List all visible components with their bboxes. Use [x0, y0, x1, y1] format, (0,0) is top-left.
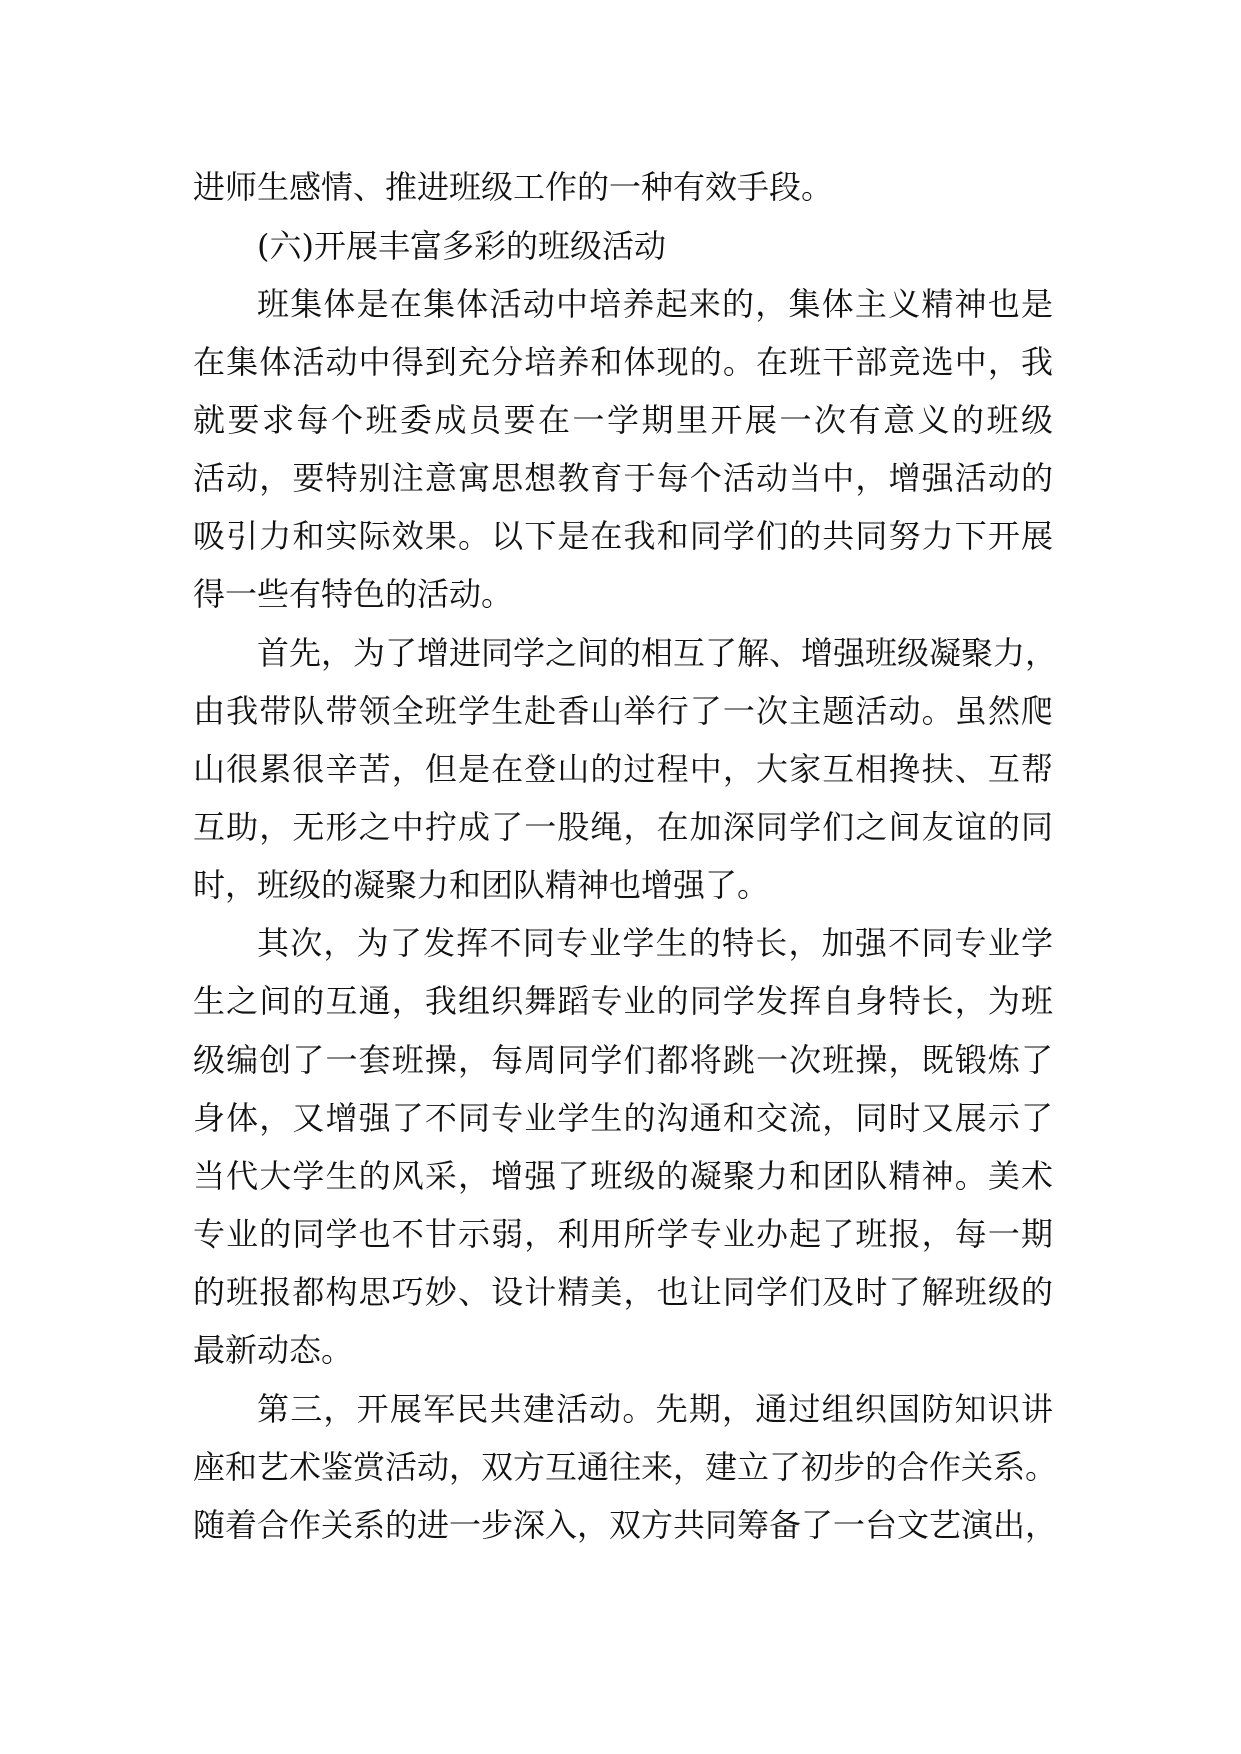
body-text-line: 最新动态。: [193, 1331, 354, 1369]
body-text-line: 班集体是在集体活动中培养起来的，集体主义精神也是: [257, 285, 1053, 323]
body-text-line: 专业的同学也不甘示弱，利用所学专业办起了班报，每一期: [193, 1215, 1053, 1253]
body-text-line: 进师生感情、推进班级工作的一种有效手段。: [193, 168, 834, 206]
body-text-line: 第三，开展军民共建活动。先期，通过组织国防知识讲: [257, 1390, 1053, 1428]
body-text-line: 就要求每个班委成员要在一学期里开展一次有意义的班级: [193, 401, 1053, 439]
body-text-line: 的班报都构思巧妙、设计精美，也让同学们及时了解班级的: [193, 1273, 1053, 1311]
body-text-line: 互助，无形之中拧成了一股绳，在加深同学们之间友谊的同: [193, 808, 1053, 846]
body-text-line: 活动，要特别注意寓思想教育于每个活动当中，增强活动的: [193, 459, 1053, 497]
body-text-line: 吸引力和实际效果。以下是在我和同学们的共同努力下开展: [193, 517, 1053, 555]
body-text-line: 生之间的互通，我组织舞蹈专业的同学发挥自身特长，为班: [193, 982, 1053, 1020]
body-text-line: 当代大学生的风采，增强了班级的凝聚力和团队精神。美术: [193, 1157, 1053, 1195]
body-text-line: 在集体活动中得到充分培养和体现的。在班干部竞选中，我: [193, 343, 1053, 381]
section-heading: (六)开展丰富多彩的班级活动: [257, 227, 666, 265]
body-text-line: 座和艺术鉴赏活动，双方互通往来，建立了初步的合作关系。: [193, 1448, 1058, 1486]
body-text-line: 随着合作关系的进一步深入，双方共同筹备了一台文艺演出，: [193, 1506, 1058, 1544]
body-text-line: 得一些有特色的活动。: [193, 575, 514, 613]
body-text-line: 首先，为了增进同学之间的相互了解、增强班级凝聚力，: [257, 634, 1058, 672]
body-text-line: 级编创了一套班操，每周同学们都将跳一次班操，既锻炼了: [193, 1041, 1053, 1079]
body-text-line: 时，班级的凝聚力和团队精神也增强了。: [193, 866, 770, 904]
body-text-line: 由我带队带领全班学生赴香山举行了一次主题活动。虽然爬: [193, 692, 1053, 730]
body-text-line: 山很累很辛苦，但是在登山的过程中，大家互相搀扶、互帮: [193, 750, 1053, 788]
body-text-line: 其次，为了发挥不同专业学生的特长，加强不同专业学: [257, 924, 1053, 962]
body-text-line: 身体，又增强了不同专业学生的沟通和交流，同时又展示了: [193, 1099, 1053, 1137]
